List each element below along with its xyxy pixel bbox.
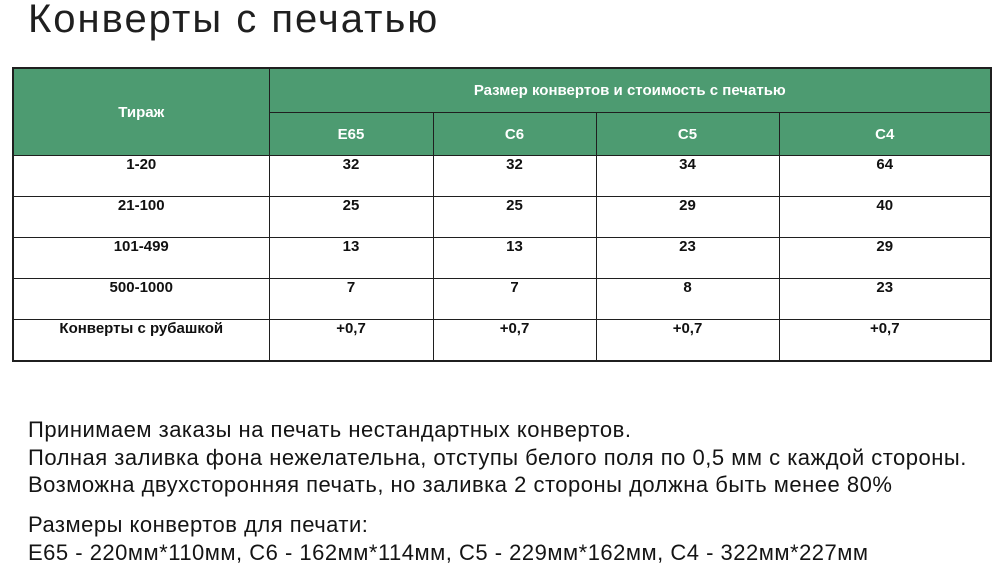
table-row (13, 320, 991, 361)
price-cell: +0,7 (269, 320, 433, 361)
table-row (13, 197, 991, 238)
price-cell: 25 (433, 197, 596, 238)
price-cell: 40 (779, 197, 991, 238)
note-double-sided: Возможна двухсторонняя печать, но заливка 2 стороны должна быть менее 80% (28, 472, 893, 497)
table-row (13, 279, 991, 320)
row-label: 1-20 (13, 156, 269, 197)
price-cell: 13 (269, 238, 433, 279)
price-cell: 64 (779, 156, 991, 197)
notes-block (28, 416, 988, 499)
sizes-block (28, 511, 988, 566)
price-cell: +0,7 (433, 320, 596, 361)
row-label: Конверты с рубашкой (13, 320, 269, 361)
group-header-sizes-and-cost: Размер конвертов и стоимость с печатью (269, 68, 991, 113)
column-header-c4: C4 (779, 113, 991, 156)
column-header-tirazh: Тираж (13, 68, 269, 156)
note-custom-envelopes: Принимаем заказы на печать нестандартных конвертов. (28, 417, 632, 442)
price-cell: 29 (779, 238, 991, 279)
column-header-c5: C5 (596, 113, 779, 156)
sizes-heading: Размеры конвертов для печати: (28, 512, 369, 537)
price-cell: 32 (269, 156, 433, 197)
page-title: Конверты с печатью (28, 0, 440, 41)
price-cell: 8 (596, 279, 779, 320)
price-table-body (13, 156, 991, 361)
price-cell: 29 (596, 197, 779, 238)
table-row (13, 238, 991, 279)
group-header-row (13, 68, 991, 113)
price-cell: +0,7 (596, 320, 779, 361)
price-cell: 23 (596, 238, 779, 279)
price-table-header (13, 68, 991, 156)
price-cell: 7 (269, 279, 433, 320)
sizes-line: Е65 - 220мм*110мм, С6 - 162мм*114мм, С5 - 229мм*162мм, С4 - 322мм*227мм (28, 539, 869, 565)
row-label: 101-499 (13, 238, 269, 279)
column-header-c6: C6 (433, 113, 596, 156)
column-header-e65: E65 (269, 113, 433, 156)
note-full-fill: Полная заливка фона нежелательна, отступы белого поля по 0,5 мм с каждой стороны. (28, 444, 967, 470)
price-cell: 23 (779, 279, 991, 320)
price-cell: 25 (269, 197, 433, 238)
table-row (13, 156, 991, 197)
price-cell: 7 (433, 279, 596, 320)
row-label: 500-1000 (13, 279, 269, 320)
price-cell: 34 (596, 156, 779, 197)
price-cell: 32 (433, 156, 596, 197)
price-cell: 13 (433, 238, 596, 279)
price-table (12, 67, 992, 362)
row-label: 21-100 (13, 197, 269, 238)
price-cell: +0,7 (779, 320, 991, 361)
